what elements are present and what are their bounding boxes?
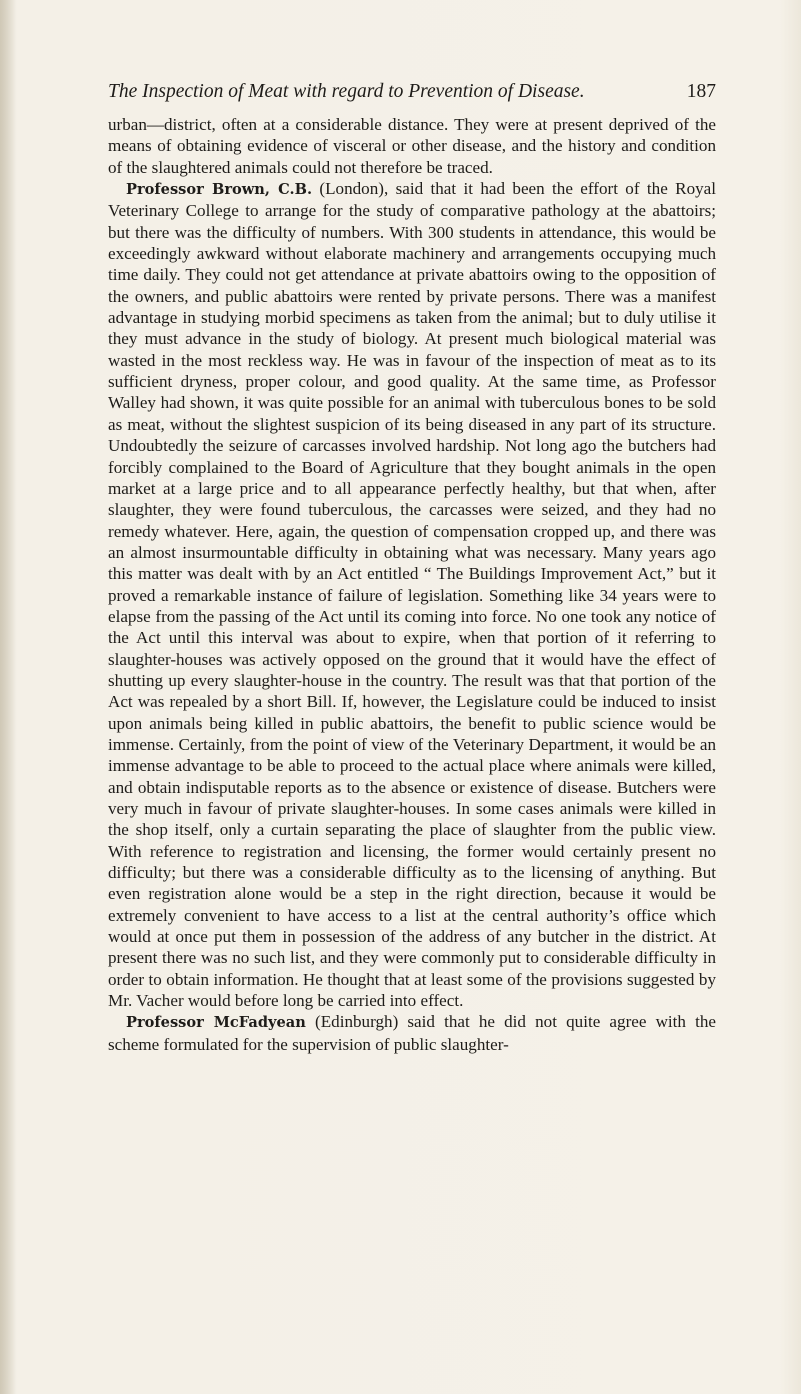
speaker-name: Professor McFadyean [126,1014,306,1032]
page-number: 187 [686,81,716,102]
paragraph-text: (Edinburgh) said that he did not quite agree with the scheme formulated for the supervision of public slaughter- [108,1012,716,1054]
page-gutter-shadow [0,0,16,1394]
paragraph [108,1011,716,1055]
paragraph-text: (London), said that it had been the effort of the Royal Veterinary College to arrange for the study of comparative pathology at the abattoirs; but there was the difficulty of numbers. With 300 students in attendance, this would be exceedingly awkward without elaborate machinery and arrangements occupying much time daily. They could not get attendance at private abattoirs owing to the opposition of the owners, and public abattoirs were rented by private persons. There was a manifest advantage in studying morbid specimens as taken from the animal; but to duly utilise it they must advance in the study of biology. At present much biological material was wasted in the most reckless way. He was in favour of the inspection of meat as to its sufficient dryness, proper colour, and good quality. At the same time, as Professor Walley had shown, it was quite possible for an animal with tuberculous bones to be sold as meat, without the slightest suspicion of its being diseased in any part of its structure. Undoubtedly the seizure of carcasses involved hardship. Not long ago the butchers had forcibly complained to the Board of Agriculture that they bought animals in the open market at a large price and to all appearance perfectly healthy, but that when, after slaughter, they were found tuberculous, the carcasses were seized, and they had no remedy whatever. Here, again, the question of compensation cropped up, and there was an almost insurmountable difficulty in obtaining what was necessary. Many years ago this matter was dealt with by an Act entitled “ The Buildings Improvement Act,” but it proved a remarkable instance of failure of legislation. Something like 34 years were to elapse from the passing of the Act until its coming into force. No one took any notice of the Act until this interval was about to expire, when that portion of it referring to slaughter-houses was actively opposed on the ground that it would have the effect of shutting up every slaughter-house in the country. The result was that that portion of the Act was repealed by a short Bill. If, however, the Legislature could be induced to insist upon animals being killed in public abattoirs, the benefit to public science would be immense. Certainly, from the point of view of the Veterinary Department, it would be an immense advantage to be able to proceed to the actual place where animals were killed, and obtain indisputable reports as to the absence or existence of disease. Butchers were very much in favour of private slaughter-houses. In some cases animals were killed in the shop itself, only a curtain separating the place of slaughter from the public view. With reference to registration and licensing, the former would certainly present no difficulty; but there was a considerable difficulty as to the licensing of anything. But even registration alone would be a step in the right direction, because it would be extremely convenient to have access to a list at the central authority’s office which would at once put them in possession of the address of any butcher in the district. At present there was no such list, and they were commonly put to considerable difficulty in order to obtain information. He thought that at least some of the provisions suggested by Mr. Vacher would before long be carried into effect. [108,179,716,1011]
running-header [108,80,716,104]
paragraph [108,114,716,178]
paragraph [108,178,716,1011]
paragraph-text: urban—district, often at a considerable distance. They were at present deprived of the means of obtaining evidence of visceral or other disease, and the history and condition of the slaughtered animals could not therefore be traced. [108,115,716,177]
running-title: The Inspection of Meat with regard to Prevention of Disease. [108,81,585,102]
speaker-name: Professor Brown, C.B. [126,181,313,199]
body-text [108,114,716,1055]
